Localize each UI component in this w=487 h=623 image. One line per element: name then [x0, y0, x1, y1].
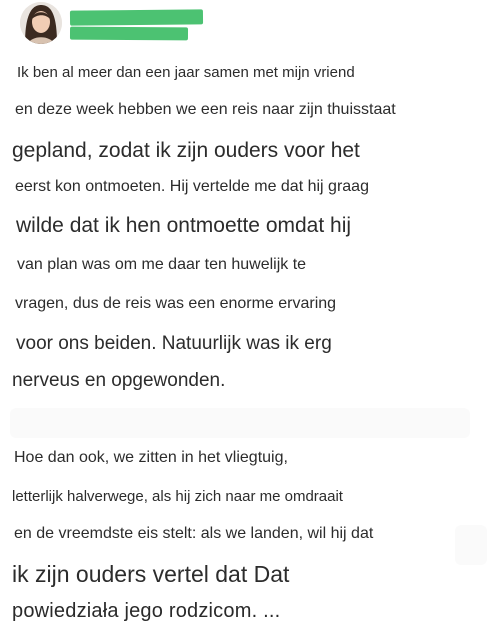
avatar[interactable]	[20, 2, 62, 44]
post-text-line: Ik ben al meer dan een jaar samen met mijn vriend	[17, 64, 355, 81]
redacted-username-bar	[70, 9, 203, 25]
post-text-line: nerveus en opgewonden.	[12, 370, 226, 391]
background-artifact	[455, 525, 487, 565]
background-artifact	[10, 408, 470, 438]
redacted-handle-bar	[70, 27, 188, 41]
post-text-line: en de vreemdste eis stelt: als we landen, wil hij dat	[14, 525, 374, 542]
post-text-line: gepland, zodat ik zijn ouders voor het	[12, 139, 360, 162]
post-text-line: vragen, dus de reis was een enorme ervaring	[15, 295, 337, 312]
post-text-line: ik zijn ouders vertel dat Dat	[12, 561, 290, 587]
post-text-line: letterlijk halverwege, als hij zich naar me omdraait	[12, 488, 343, 505]
post-header	[0, 0, 487, 52]
post-text-line: eerst kon ontmoeten. Hij vertelde me dat hij graag	[15, 178, 369, 195]
post-text-line: Hoe dan ook, we zitten in het vliegtuig,	[14, 449, 288, 466]
profile-photo-icon	[20, 2, 62, 44]
post-text-line: wilde dat ik hen ontmoette omdat hij	[16, 214, 352, 237]
post-text-line: voor ons beiden. Natuurlijk was ik erg	[16, 333, 332, 354]
post-text-line: en deze week hebben we een reis naar zijn thuisstaat	[15, 101, 396, 118]
post-text-line-cut-off: powiedziała jego rodzicom. ...	[12, 600, 281, 622]
post-text-line: van plan was om me daar ten huwelijk te	[17, 256, 307, 273]
